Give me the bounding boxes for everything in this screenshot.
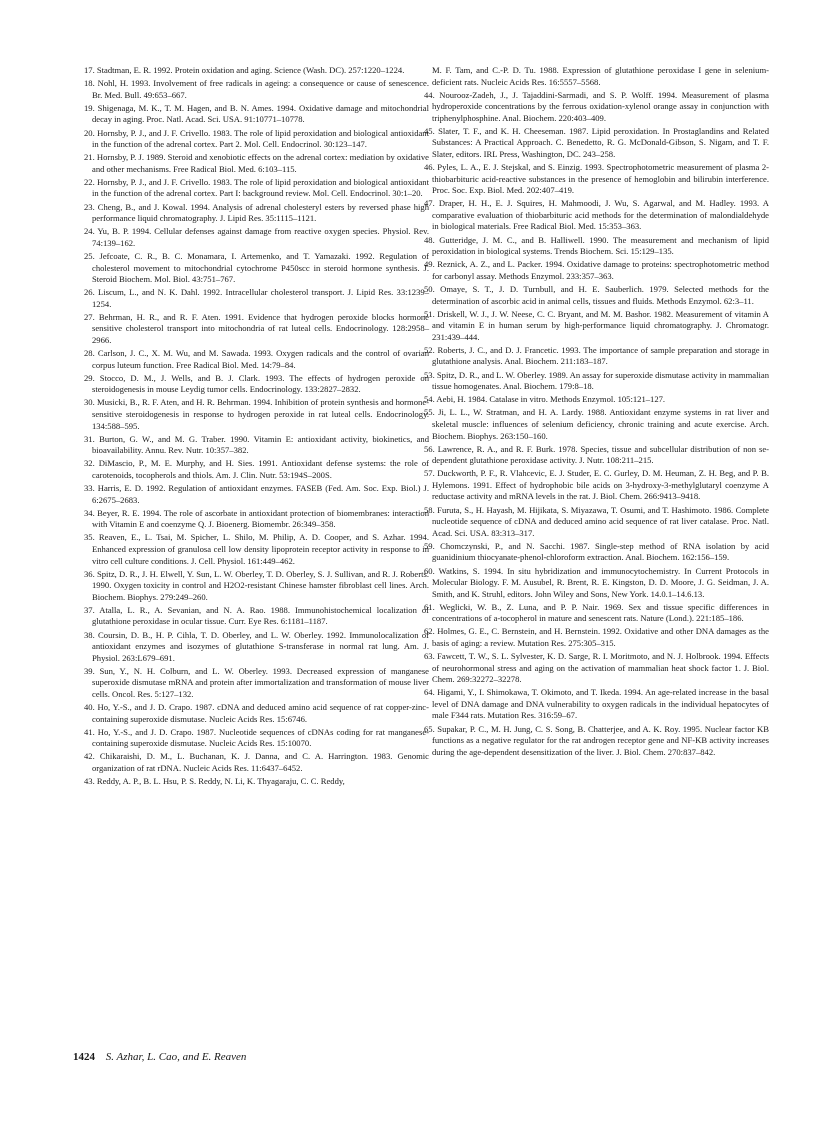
reference-entry: 58. Furuta, S., H. Hayash, M. Hijikata, S. Miyazawa, T. Osumi, and T. Hashimoto. 1986. Complete nucleotide sequence of cDNA and deduced amino acid sequence of rat liver catalase. Proc. Natl. Acad. Sci. USA. 83:313–317. — [424, 504, 769, 538]
reference-entry: 56. Lawrence, R. A., and R. F. Burk. 1978. Species, tissue and subcellular distribution of non se-dependent glutathione peroxidase activity. J. Nutr. 108:211–215. — [424, 443, 769, 466]
page-number: 1424 — [73, 1051, 95, 1063]
reference-entry: 54. Aebi, H. 1984. Catalase in vitro. Methods Enzymol. 105:121–127. — [424, 394, 666, 405]
reference-entry: 62. Holmes, G. E., C. Bernstein, and H. Bernstein. 1992. Oxidative and other DNA damages as the basis of aging: a review. Mutation Res. 275:305–315. — [424, 626, 769, 648]
reference-entry: 63. Fawcett, T. W., S. L. Sylvester, K. D. Sarge, R. I. Moritmoto, and N. J. Holbrook. 1994. Effects of neurohormonal stress and aging on the activation of mammalian heat shock factor 1. J. Biol. Chem. 269:32272–32278. — [424, 651, 769, 685]
reference-entry: 23. Cheng, B., and J. Kowal. 1994. Analysis of adrenal cholesteryl esters by reversed phase high performance liquid chromatography. J. Lipid Res. 35:1115–1121. — [84, 201, 429, 224]
reference-entry: 46. Pyles, L. A., E. J. Stejskal, and S. Einzig. 1993. Spectrophotometric measurement of plasma 2-thiobarbituric acid-reactive substances in the presence of hemoglobin and bilirubin interference. Proc. Soc. Exp. Biol. Med. 202:407–419. — [424, 162, 769, 196]
reference-entry: 34. Beyer, R. E. 1994. The role of ascorbate in antioxidant protection of biomembranes: interaction with Vitamin E and coenzyme Q. J. Bioenerg. Biomembr. 26:349–358. — [84, 507, 429, 530]
reference-entry: 52. Roberts, J. C., and D. J. Francetic. 1993. The importance of sample preparation and storage in glutathione analysis. Anal. Biochem. 211:183–187. — [424, 344, 769, 367]
reference-entry: 28. Carlson, J. C., X. M. Wu, and M. Sawada. 1993. Oxygen radicals and the control of ovarian corpus luteum function. Free Radical Biol. Med. 14:79–84. — [84, 348, 429, 370]
reference-entry: 18. Nohl, H. 1993. Involvement of free radicals in ageing: a consequence or cause of senescence. Br. Med. Bull. 49:653–667. — [84, 78, 429, 100]
reference-entry: 30. Musicki, B., R. F. Aten, and H. R. Behrman. 1994. Inhibition of protein synthesis and hormone-sensitive steroidogenesis in response to hydrogen peroxide in rat luteal cells. Endocrinology. 134:588–595. — [84, 397, 429, 431]
reference-entry: 32. DiMascio, P., M. E. Murphy, and H. Sies. 1991. Antioxidant defense systems: the role of carotenoids, tocopherols and thiols. Am. J. Clin. Nutr. 53:194S–200S. — [84, 458, 429, 480]
reference-entry: 19. Shigenaga, M. K., T. M. Hagen, and B. N. Ames. 1994. Oxidative damage and mitochondrial decay in aging. Proc. Natl. Acad. Sci. USA. 91:10771–10778. — [84, 102, 429, 125]
reference-entry: 44. Nourooz-Zadeh, J., J. Tajaddini-Sarmadi, and S. P. Wolff. 1994. Measurement of plasma hydroperoxide concentrations by the ferrous oxidation-xylenol orange assay in conjunction with triphenylphosphine. Anal. Biochem. 220:403–409. — [424, 89, 769, 123]
reference-entry: 40. Ho, Y.-S., and J. D. Crapo. 1987. cDNA and deduced amino acid sequence of rat copper-zinc-containing superoxide dismutase. Nucleic Acids Res. 15:6746. — [84, 702, 429, 724]
reference-entry: 49. Reznick, A. Z., and L. Packer. 1994. Oxidative damage to proteins: spectrophotometric method for carbonyl assay. Methods Enzymol. 233:357–363. — [424, 259, 769, 281]
page-footer — [73, 1051, 246, 1063]
reference-entry: 22. Hornsby, P. J., and J. F. Crivello. 1983. The role of lipid peroxidation and biological antioxidant in the function of the adrenal cortex. Part I: background review. Mol. Cell. Endocrinol. 30:1–20. — [84, 176, 429, 199]
reference-entry: 29. Stocco, D. M., J. Wells, and B. J. Clark. 1993. The effects of hydrogen peroxide on steroidogenesis in mouse Leydig tumor cells. Endocrinology. 133:2827–2832. — [84, 372, 429, 395]
running-authors: S. Azhar, L. Cao, and E. Reaven — [105, 1051, 247, 1063]
reference-entry: 51. Driskell, W. J., J. W. Neese, C. C. Bryant, and M. M. Bashor. 1982. Measurement of vitamin A and vitamin E in human serum by high-performance liquid chromatography. J. Chromatogr. 231:439–444. — [424, 308, 769, 342]
reference-column-right — [424, 65, 769, 760]
reference-entry: 25. Jefcoate, C. R., B. C. Monamara, I. Artemenko, and T. Yamazaki. 1992. Regulation of cholesterol movement to mitochondrial cytochrome P450scc in steroid hormone synthesis. J. Steroid Biochem. Mol. Biol. 43:751–767. — [84, 250, 429, 285]
reference-entry: 60. Watkins, S. 1994. In situ hybridization and immunocytochemistry. In Current Protocols in Molecular Biology. F. M. Ausubel, R. Brent, R. E. Kingston, D. D. Moore, J. G. Seidman, J. A. Smith, and K. Struhl, editors. John Wiley and Sons, New York. 14.0.1–14.6.13. — [424, 565, 769, 599]
reference-entry: 37. Atalla, L. R., A. Sevanian, and N. A. Rao. 1988. Immunohistochemical localization of glutathione peroxidase in ocular tissue. Curr. Eye Res. 6:1181–1187. — [84, 604, 429, 627]
reference-entry: 45. Slater, T. F., and K. H. Cheeseman. 1987. Lipid peroxidation. In Prostaglandins and Related Substances: A Practical Approach. C. Benedetto, R. G. McDonald-Gibson, S. Nigam, and T. F. Slater, editors. IRL Press, Washington, DC. 243–258. — [424, 125, 769, 160]
reference-column-left — [84, 65, 429, 789]
reference-entry: 27. Behrman, H. R., and R. F. Aten. 1991. Evidence that hydrogen peroxide blocks hormone sensitive cholesterol transport into mitochondria of rat luteal cells. Endocrinology. 128:2958–2966. — [84, 311, 429, 345]
reference-entry: 61. Weglicki, W. B., Z. Luna, and P. P. Nair. 1969. Sex and tissue specific differences in concentrations of a-tocopherol in mature and senescent rats. Nature (Lond.). 221:185–186. — [424, 601, 769, 624]
reference-entry: 36. Spitz, D. R., J. H. Elwell, Y. Sun, L. W. Oberley, T. D. Oberley, S. J. Sullivan, and R. J. Roberts. 1990. Oxygen toxicity in control and H2O2-resistant Chinese hamster fibroblast cell lines. Arch. Biochem. Biophys. 279:249–260. — [84, 568, 429, 602]
reference-entry: 35. Reaven, E., L. Tsai, M. Spicher, L. Shilo, M. Philip, A. D. Cooper, and S. Azhar. 1994. Enhanced expression of granulosa cell low density lipoprotein receptor activity in response to in vitro cell culture conditions. J. Cell. Physiol. 161:449–462. — [84, 532, 429, 566]
reference-entry: 55. Ji, L. L., W. Stratman, and H. A. Lardy. 1988. Antioxidant enzyme systems in rat liver and skeletal muscle: influences of selenium deficiency, chronic training and acute exercise. Arch. Biochem. Biophys. 263:150–160. — [424, 407, 769, 441]
reference-entry: 64. Higami, Y., I. Shimokawa, T. Okimoto, and T. Ikeda. 1994. An age-related increase in the basal level of DNA damage and DNA vulnerability to oxygen radicals in the individual hepatocytes of male F344 rats. Mutation Res. 316:59–67. — [424, 687, 769, 721]
reference-entry: 47. Draper, H. H., E. J. Squires, H. Mahmoodi, J. Wu, S. Agarwal, and M. Hadley. 1993. A comparative evaluation of thiobarbituric acid methods for the determination of malondialdehyde in biological materials. Free Radical Biol. Med. 15:353–363. — [424, 198, 769, 232]
reference-entry: 48. Gutteridge, J. M. C., and B. Halliwell. 1990. The measurement and mechanism of lipid peroxidation in biological systems. Trends Biochem. Sci. 15:129–135. — [424, 234, 769, 257]
reference-entry: 24. Yu, B. P. 1994. Cellular defenses against damage from reactive oxygen species. Physiol. Rev. 74:139–162. — [84, 226, 429, 248]
reference-entry: 53. Spitz, D. R., and L. W. Oberley. 1989. An assay for superoxide dismutase activity in mammalian tissue homogenates. Anal. Biochem. 179:8–18. — [424, 369, 769, 392]
reference-entry: 31. Burton, G. W., and M. G. Traber. 1990. Vitamin E: antioxidant activity, biokinetics, and bioavailability. Annu. Rev. Nutr. 10:357–382. — [84, 433, 429, 456]
reference-entry: 26. Liscum, L., and N. K. Dahl. 1992. Intracellular cholesterol transport. J. Lipid Res. 33:1239–1254. — [84, 287, 429, 309]
reference-entry: 39. Sun, Y., N. H. Colburn, and L. W. Oberley. 1993. Decreased expression of manganese superoxide dismutase mRNA and protein after immortalization and transformation of mouse liver cells. Oncol. Res. 5:127–132. — [84, 665, 429, 699]
reference-entry: 43. Reddy, A. P., B. L. Hsu, P. S. Reddy, N. Li, K. Thyagaraju, C. C. Reddy, — [84, 776, 345, 787]
reference-entry: 38. Coursin, D. B., H. P. Cihla, T. D. Oberley, and L. W. Oberley. 1992. Immunolocalization of antioxidant enzymes and isozymes of glutathione S-transferase in normal rat lung. Am. J. Physiol. 263:L679–691. — [84, 629, 429, 663]
reference-entry: 50. Omaye, S. T., J. D. Turnbull, and H. E. Sauberlich. 1979. Selected methods for the determination of ascorbic acid in animal cells, tissues and fluids. Methods Enzymol. 62:3–11. — [424, 284, 769, 306]
reference-entry: 20. Hornsby, P. J., and J. F. Crivello. 1983. The role of lipid peroxidation and biological antioxidant in the function of the adrenal cortex. Part 2. Mol. Cell. Endocrinol. 30:123–147. — [84, 127, 429, 150]
reference-entry-continued: M. F. Tam, and C.-P. D. Tu. 1988. Expression of glutathione peroxidase I gene in selenium-deficient rats. Nucleic Acids Res. 16:5557–5568. — [432, 65, 769, 87]
reference-entry: 59. Chomczynski, P., and N. Sacchi. 1987. Single-step method of RNA isolation by acid guanidinium thiocyanate-phenol-chloroform extraction. Anal. Biochem. 162:156–159. — [424, 540, 769, 563]
reference-entry: 17. Stadtman, E. R. 1992. Protein oxidation and aging. Science (Wash. DC). 257:1220–1224. — [84, 65, 405, 75]
reference-entry: 21. Hornsby, P. J. 1989. Steroid and xenobiotic effects on the adrenal cortex: mediation by oxidative and other mechanisms. Free Radical Biol. Med. 6:103–115. — [84, 152, 429, 174]
reference-entry: 33. Harris, E. D. 1992. Regulation of antioxidant enzymes. FASEB (Fed. Am. Soc. Exp. Biol.) J. 6:2675–2683. — [84, 483, 429, 505]
reference-entry: 41. Ho, Y.-S., and J. D. Crapo. 1987. Nucleotide sequences of cDNAs coding for rat manganese-containing superoxide dismutase. Nucleic Acids Res. 15:10070. — [84, 726, 429, 749]
reference-entry: 42. Chikaraishi, D. M., L. Buchanan, K. J. Danna, and C. A. Harrington. 1983. Genomic organization of rat rDNA. Nucleic Acids Res. 11:6437–6452. — [84, 751, 429, 774]
reference-entry: 65. Supakar, P. C., M. H. Jung, C. S. Song, B. Chatterjee, and A. K. Roy. 1995. Nuclear factor KB functions as a negative regulator for the rat androgen receptor gene and NF-KB activity increases during the age-dependent desensitization of the liver. J. Biol. Chem. 270:837–842. — [424, 723, 769, 757]
reference-entry: 57. Duckworth, P. F., R. Vlahcevic, E. J. Studer, E. C. Gurley, D. M. Heuman, Z. H. Beg, and P. B. Hylemons. 1991. Effect of hydrophobic bile acids on 3-hydroxy-3-methylglutaryl coenzyme A reductase activity and mRNA levels in the rat. J. Biol. Chem. 266:9413–9418. — [424, 468, 769, 502]
